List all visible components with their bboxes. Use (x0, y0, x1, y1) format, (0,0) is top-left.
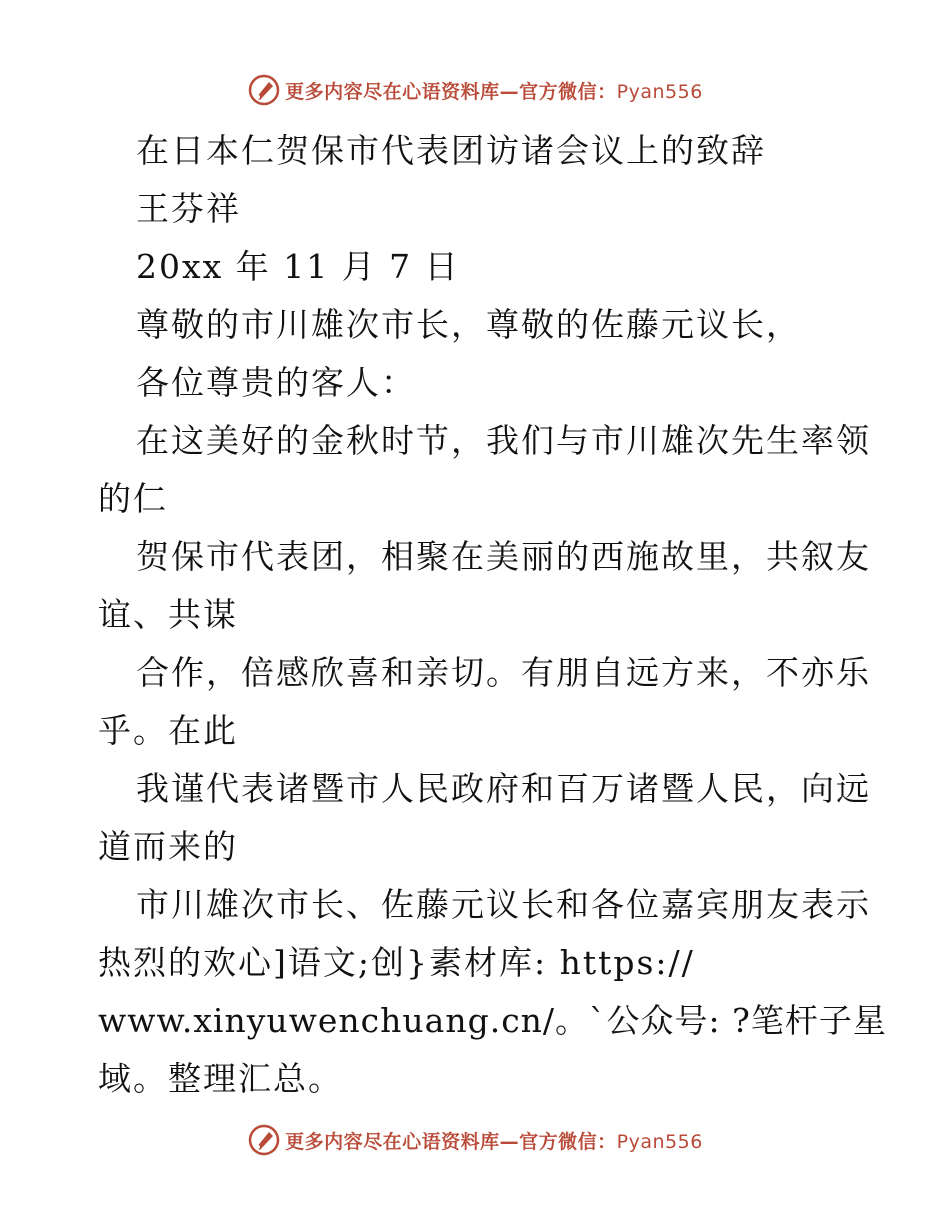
paragraph-line: www.xinyuwenchuang.cn/。`公众号: ?笔杆子星 (98, 1001, 887, 1040)
banner-brand-text: 更多内容尽在心语资料库—官方微信： (285, 1130, 617, 1153)
paragraph-line: 的仁 (98, 479, 168, 518)
paragraph-line: 贺保市代表团，相聚在美丽的西施故里，共叙友 (136, 537, 871, 576)
paragraph-line: 我谨代表诸暨市人民政府和百万诸暨人民，向远 (136, 769, 871, 808)
document-date: 20xx 年 11 月 7 日 (136, 247, 460, 286)
paragraph-line: 域。整理汇总。 (98, 1059, 343, 1098)
pen-nib-logo-icon (247, 73, 281, 107)
paragraph-line: 道而来的 (98, 827, 238, 866)
salutation-line: 各位尊贵的客人： (136, 363, 416, 402)
paragraph-line: 市川雄次市长、佐藤元议长和各位嘉宾朋友表示 (136, 885, 871, 924)
paragraph-line: 乎。在此 (98, 711, 238, 750)
header-banner (0, 70, 950, 110)
salutation-line: 尊敬的市川雄次市长，尊敬的佐藤元议长， (136, 305, 801, 344)
paragraph-line: 合作，倍感欣喜和亲切。有朋自远方来，不亦乐 (136, 653, 871, 692)
banner-text (285, 1127, 703, 1154)
banner-text (285, 77, 703, 104)
document-author: 王芬祥 (136, 189, 241, 228)
footer-banner (0, 1120, 950, 1160)
banner-wechat-id: Pyan556 (616, 80, 703, 103)
pen-nib-logo-icon (247, 1123, 281, 1157)
paragraph-line: 热烈的欢心]语文;创}素材库: https:// (98, 943, 695, 982)
document-body (98, 122, 887, 1108)
banner-brand-text: 更多内容尽在心语资料库—官方微信： (285, 80, 617, 103)
paragraph-line: 在这美好的金秋时节，我们与市川雄次先生率领 (136, 421, 871, 460)
banner-wechat-id: Pyan556 (616, 1130, 703, 1153)
paragraph-line: 谊、共谋 (98, 595, 238, 634)
document-title: 在日本仁贺保市代表团访诸会议上的致辞 (136, 131, 766, 170)
